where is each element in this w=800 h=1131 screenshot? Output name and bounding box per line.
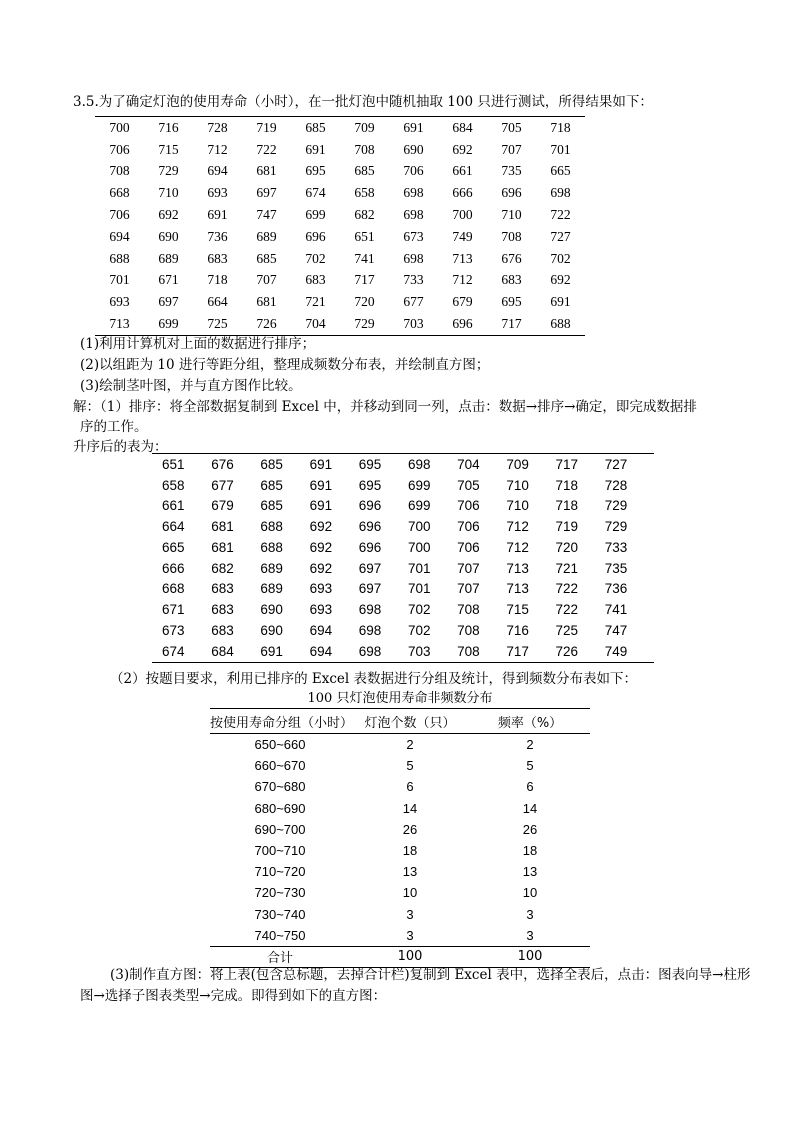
table-cell: 679 xyxy=(452,294,473,310)
freq-row xyxy=(210,925,590,947)
sorted-label: 升序后的表为： xyxy=(73,439,168,455)
table-cell: 651 xyxy=(354,228,375,244)
freq-row xyxy=(210,819,590,840)
part3-line-2: 图→选择子图表类型→完成。即得到如下的直方图： xyxy=(80,988,387,1004)
table-cell: 728 xyxy=(207,119,228,135)
table-cell: 694 xyxy=(207,163,228,179)
table-cell: 698 xyxy=(358,643,382,659)
freq-cell: 18 xyxy=(522,843,538,859)
table-cell: 689 xyxy=(260,581,283,597)
table-cell: 694 xyxy=(309,643,333,659)
table-cell: 677 xyxy=(211,477,234,493)
table-cell: 708 xyxy=(354,141,375,157)
table-cell: 702 xyxy=(407,602,431,618)
freq-cell: 6 xyxy=(406,779,414,795)
table-cell: 735 xyxy=(501,163,522,179)
table-cell: 698 xyxy=(358,622,382,638)
freq-row xyxy=(210,755,590,776)
sorted-data-row xyxy=(152,599,654,620)
table-cell: 671 xyxy=(158,272,179,288)
table-cell: 651 xyxy=(162,456,185,472)
table-cell: 681 xyxy=(256,294,277,310)
table-cell: 706 xyxy=(109,207,130,223)
table-cell: 741 xyxy=(354,250,375,266)
table-cell: 704 xyxy=(305,316,326,332)
table-cell: 690 xyxy=(403,141,424,157)
part3-line-1: (3)制作直方图：将上表(包含总标题，去掉合计栏)复制到 Excel 表中，选择全表后，点击：图表向导→柱形 xyxy=(110,967,751,983)
freq-cell: 26 xyxy=(402,821,418,837)
table-cell: 690 xyxy=(260,622,283,638)
freq-cell: 14 xyxy=(402,800,418,816)
question-3: (3)绘制茎叶图，并与直方图作比较。 xyxy=(80,378,302,394)
table-cell: 719 xyxy=(555,519,579,535)
table-cell: 689 xyxy=(158,250,179,266)
table-cell: 736 xyxy=(207,228,228,244)
table-cell: 692 xyxy=(452,141,473,157)
freq-cell: 26 xyxy=(522,821,538,837)
table-cell: 688 xyxy=(260,539,283,555)
freq-cell: 14 xyxy=(522,800,538,816)
table-cell: 682 xyxy=(354,207,375,223)
table-cell: 676 xyxy=(211,456,234,472)
table-cell: 717 xyxy=(555,456,579,472)
problem-statement: 3.5.为了确定灯泡的使用寿命（小时），在一批灯泡中随机抽取 100 只进行测试，所得结果如下： xyxy=(73,94,653,110)
table-cell: 706 xyxy=(403,163,424,179)
raw-data-row xyxy=(95,270,585,292)
table-cell: 727 xyxy=(550,228,571,244)
raw-data-row xyxy=(95,291,585,313)
table-cell: 691 xyxy=(309,456,333,472)
table-cell: 693 xyxy=(207,185,228,201)
freq-cell: 3 xyxy=(526,906,534,922)
table-cell: 708 xyxy=(457,643,480,659)
table-cell: 718 xyxy=(207,272,228,288)
table-cell: 705 xyxy=(501,119,522,135)
table-cell: 692 xyxy=(158,207,179,223)
table-cell: 698 xyxy=(403,250,424,266)
table-cell: 707 xyxy=(457,581,480,597)
table-cell: 683 xyxy=(211,581,234,597)
table-cell: 702 xyxy=(550,250,571,266)
freq-total-cell: 合计 xyxy=(210,946,350,967)
table-cell: 697 xyxy=(358,560,382,576)
table-cell: 685 xyxy=(260,498,283,514)
table-cell: 664 xyxy=(162,519,185,535)
table-cell: 708 xyxy=(501,228,522,244)
table-cell: 716 xyxy=(506,622,529,638)
table-cell: 685 xyxy=(260,477,283,493)
table-cell: 733 xyxy=(403,272,424,288)
table-cell: 736 xyxy=(604,581,628,597)
table-cell: 703 xyxy=(407,643,431,659)
table-cell: 704 xyxy=(457,456,480,472)
table-cell: 692 xyxy=(309,560,333,576)
table-cell: 661 xyxy=(162,498,185,514)
table-cell: 707 xyxy=(501,141,522,157)
raw-data-row xyxy=(95,313,585,335)
sorted-data-table xyxy=(152,453,654,663)
table-cell: 713 xyxy=(109,316,130,332)
table-cell: 699 xyxy=(407,477,431,493)
table-cell: 688 xyxy=(260,519,283,535)
table-cell: 690 xyxy=(260,602,283,618)
frequency-table xyxy=(210,708,590,968)
freq-row xyxy=(210,840,590,861)
freq-cell: 2 xyxy=(526,737,534,753)
table-cell: 679 xyxy=(211,498,234,514)
table-cell: 671 xyxy=(162,602,185,618)
table-cell: 706 xyxy=(457,498,480,514)
table-cell: 681 xyxy=(211,519,234,535)
table-cell: 668 xyxy=(162,581,185,597)
table-cell: 733 xyxy=(604,539,628,555)
table-cell: 707 xyxy=(256,272,277,288)
table-cell: 729 xyxy=(354,316,375,332)
sorted-data-row xyxy=(152,475,654,496)
freq-cell: 710~720 xyxy=(254,864,306,880)
table-cell: 719 xyxy=(256,119,277,135)
sorted-data-row xyxy=(152,558,654,579)
table-cell: 683 xyxy=(211,602,234,618)
table-cell: 692 xyxy=(309,519,333,535)
table-cell: 693 xyxy=(309,581,333,597)
table-cell: 684 xyxy=(211,643,234,659)
table-cell: 696 xyxy=(305,228,326,244)
solution-line-1: 解：（1）排序：将全部数据复制到 Excel 中，并移动到同一列，点击：数据→排序→确定，即完成数据排 xyxy=(73,399,697,415)
freq-cell: 730~740 xyxy=(254,906,306,922)
table-cell: 681 xyxy=(211,539,234,555)
table-cell: 708 xyxy=(109,163,130,179)
table-cell: 700 xyxy=(407,519,431,535)
table-cell: 677 xyxy=(403,294,424,310)
sorted-data-row xyxy=(152,537,654,558)
table-cell: 698 xyxy=(358,602,382,618)
table-cell: 658 xyxy=(354,185,375,201)
table-cell: 725 xyxy=(555,622,579,638)
freq-header-group: 按使用寿命分组（小时） xyxy=(210,709,350,734)
table-cell: 747 xyxy=(604,622,628,638)
table-cell: 674 xyxy=(305,185,326,201)
raw-data-row xyxy=(95,117,585,139)
table-cell: 699 xyxy=(407,498,431,514)
table-cell: 717 xyxy=(354,272,375,288)
table-cell: 722 xyxy=(555,602,579,618)
table-cell: 721 xyxy=(305,294,326,310)
table-cell: 726 xyxy=(555,643,579,659)
freq-cell: 670~680 xyxy=(254,779,306,795)
table-cell: 726 xyxy=(256,316,277,332)
freq-header-count: 灯泡个数（只） xyxy=(350,709,470,734)
table-cell: 692 xyxy=(550,272,571,288)
table-cell: 706 xyxy=(457,539,480,555)
table-cell: 749 xyxy=(604,643,628,659)
table-cell: 729 xyxy=(604,519,628,535)
freq-cell: 18 xyxy=(402,843,418,859)
freq-cell: 680~690 xyxy=(254,800,306,816)
sorted-data-row xyxy=(152,620,654,641)
table-cell: 701 xyxy=(109,272,130,288)
table-cell: 691 xyxy=(309,498,333,514)
freq-cell: 5 xyxy=(526,758,534,774)
table-cell: 710 xyxy=(158,185,179,201)
table-cell: 666 xyxy=(162,560,185,576)
table-cell: 708 xyxy=(457,602,480,618)
table-cell: 716 xyxy=(158,119,179,135)
table-cell: 683 xyxy=(501,272,522,288)
raw-data-row xyxy=(95,139,585,161)
table-cell: 683 xyxy=(211,622,234,638)
table-cell: 673 xyxy=(403,228,424,244)
table-cell: 664 xyxy=(207,294,228,310)
freq-cell: 13 xyxy=(402,864,418,880)
table-cell: 712 xyxy=(506,519,529,535)
table-cell: 691 xyxy=(403,119,424,135)
table-cell: 674 xyxy=(162,643,185,659)
freq-cell: 13 xyxy=(522,864,538,880)
table-cell: 701 xyxy=(407,560,431,576)
sorted-data-row xyxy=(152,496,654,517)
table-cell: 741 xyxy=(604,602,628,618)
table-cell: 688 xyxy=(109,250,130,266)
freq-cell: 660~670 xyxy=(254,758,306,774)
table-cell: 696 xyxy=(358,498,382,514)
table-cell: 713 xyxy=(452,250,473,266)
table-cell: 694 xyxy=(309,622,333,638)
table-cell: 676 xyxy=(501,250,522,266)
table-cell: 713 xyxy=(506,581,529,597)
table-cell: 658 xyxy=(162,477,185,493)
table-cell: 710 xyxy=(501,207,522,223)
freq-cell: 690~700 xyxy=(254,821,306,837)
sorted-data-row xyxy=(152,454,654,475)
table-cell: 720 xyxy=(555,539,579,555)
table-cell: 718 xyxy=(555,498,579,514)
table-cell: 715 xyxy=(158,141,179,157)
raw-data-row xyxy=(95,161,585,183)
table-cell: 712 xyxy=(452,272,473,288)
table-cell: 722 xyxy=(550,207,571,223)
solution-line-2: 序的工作。 xyxy=(80,419,148,435)
freq-row xyxy=(210,861,590,882)
table-cell: 697 xyxy=(158,294,179,310)
table-cell: 697 xyxy=(256,185,277,201)
table-cell: 696 xyxy=(358,539,382,555)
table-cell: 707 xyxy=(457,560,480,576)
table-cell: 689 xyxy=(260,560,283,576)
table-cell: 691 xyxy=(305,141,326,157)
table-cell: 695 xyxy=(305,163,326,179)
table-cell: 697 xyxy=(358,581,382,597)
table-cell: 735 xyxy=(604,560,628,576)
table-cell: 685 xyxy=(305,119,326,135)
table-cell: 685 xyxy=(354,163,375,179)
table-cell: 696 xyxy=(358,519,382,535)
table-cell: 717 xyxy=(501,316,522,332)
part2-text: （2）按题目要求，利用已排序的 Excel 表数据进行分组及统计，得到频数分布表如下： xyxy=(110,671,638,687)
table-cell: 681 xyxy=(256,163,277,179)
freq-cell: 3 xyxy=(406,927,414,943)
table-cell: 673 xyxy=(162,622,185,638)
freq-cell: 3 xyxy=(406,906,414,922)
table-cell: 721 xyxy=(555,560,579,576)
freq-cell: 3 xyxy=(526,927,534,943)
raw-data-table xyxy=(95,116,585,336)
table-cell: 685 xyxy=(260,456,283,472)
table-cell: 683 xyxy=(305,272,326,288)
freq-cell: 6 xyxy=(526,779,534,795)
table-cell: 668 xyxy=(109,185,130,201)
freq-total-cell: 100 xyxy=(470,946,590,967)
table-cell: 706 xyxy=(457,519,480,535)
table-cell: 709 xyxy=(506,456,529,472)
table-cell: 712 xyxy=(207,141,228,157)
table-cell: 698 xyxy=(403,207,424,223)
table-cell: 708 xyxy=(457,622,480,638)
freq-row xyxy=(210,776,590,797)
table-cell: 691 xyxy=(309,477,333,493)
table-cell: 691 xyxy=(207,207,228,223)
question-1: (1)利用计算机对上面的数据进行排序； xyxy=(80,336,316,352)
table-cell: 706 xyxy=(109,141,130,157)
table-cell: 702 xyxy=(407,622,431,638)
freq-cell: 650~660 xyxy=(254,737,306,753)
freq-cell: 5 xyxy=(406,758,414,774)
table-cell: 747 xyxy=(256,207,277,223)
freq-cell: 740~750 xyxy=(254,927,306,943)
table-cell: 749 xyxy=(452,228,473,244)
table-cell: 718 xyxy=(550,119,571,135)
table-cell: 666 xyxy=(452,185,473,201)
raw-data-row xyxy=(95,182,585,204)
table-cell: 665 xyxy=(550,163,571,179)
freq-header-rate: 频率（%） xyxy=(470,709,590,734)
table-cell: 698 xyxy=(403,185,424,201)
question-2: (2)以组距为 10 进行等距分组，整理成频数分布表，并绘制直方图； xyxy=(80,357,490,373)
freq-cell: 10 xyxy=(402,885,418,901)
table-cell: 684 xyxy=(452,119,473,135)
table-cell: 693 xyxy=(109,294,130,310)
table-cell: 699 xyxy=(158,316,179,332)
table-cell: 712 xyxy=(506,539,529,555)
table-cell: 695 xyxy=(358,456,382,472)
table-cell: 718 xyxy=(555,477,579,493)
table-cell: 728 xyxy=(604,477,628,493)
table-cell: 720 xyxy=(354,294,375,310)
table-cell: 696 xyxy=(452,316,473,332)
table-cell: 665 xyxy=(162,539,185,555)
table-cell: 683 xyxy=(207,250,228,266)
table-cell: 710 xyxy=(506,498,529,514)
table-cell: 693 xyxy=(309,602,333,618)
table-cell: 722 xyxy=(256,141,277,157)
table-cell: 729 xyxy=(604,498,628,514)
table-cell: 701 xyxy=(407,581,431,597)
sorted-data-row xyxy=(152,516,654,537)
table-cell: 695 xyxy=(358,477,382,493)
table-cell: 729 xyxy=(158,163,179,179)
table-cell: 715 xyxy=(506,602,529,618)
table-cell: 691 xyxy=(550,294,571,310)
freq-cell: 10 xyxy=(522,885,538,901)
table-cell: 705 xyxy=(457,477,480,493)
table-cell: 713 xyxy=(506,560,529,576)
table-cell: 690 xyxy=(158,228,179,244)
raw-data-row xyxy=(95,204,585,226)
table-cell: 694 xyxy=(109,228,130,244)
table-cell: 696 xyxy=(501,185,522,201)
table-cell: 703 xyxy=(403,316,424,332)
table-cell: 661 xyxy=(452,163,473,179)
freq-table-title: 100 只灯泡使用寿命非频数分布 xyxy=(307,691,493,706)
table-cell: 685 xyxy=(256,250,277,266)
table-cell: 700 xyxy=(407,539,431,555)
table-cell: 699 xyxy=(305,207,326,223)
table-cell: 700 xyxy=(452,207,473,223)
freq-cell: 2 xyxy=(406,737,414,753)
table-cell: 695 xyxy=(501,294,522,310)
table-cell: 701 xyxy=(550,141,571,157)
table-cell: 710 xyxy=(506,477,529,493)
table-cell: 691 xyxy=(260,643,283,659)
raw-data-row xyxy=(95,226,585,248)
freq-row xyxy=(210,798,590,819)
freq-row xyxy=(210,904,590,925)
table-cell: 700 xyxy=(109,119,130,135)
table-cell: 722 xyxy=(555,581,579,597)
table-cell: 717 xyxy=(506,643,529,659)
sorted-data-row xyxy=(152,641,654,662)
table-cell: 709 xyxy=(354,119,375,135)
table-cell: 698 xyxy=(550,185,571,201)
table-cell: 688 xyxy=(550,316,571,332)
table-cell: 725 xyxy=(207,316,228,332)
table-cell: 727 xyxy=(604,456,628,472)
freq-cell: 720~730 xyxy=(254,885,306,901)
table-cell: 682 xyxy=(211,560,234,576)
freq-cell: 700~710 xyxy=(254,843,306,859)
freq-row xyxy=(210,734,590,756)
table-cell: 702 xyxy=(305,250,326,266)
table-cell: 689 xyxy=(256,228,277,244)
raw-data-row xyxy=(95,248,585,270)
table-cell: 692 xyxy=(309,539,333,555)
table-cell: 698 xyxy=(407,456,431,472)
sorted-data-row xyxy=(152,579,654,600)
freq-total-cell: 100 xyxy=(350,946,470,967)
freq-row xyxy=(210,882,590,903)
